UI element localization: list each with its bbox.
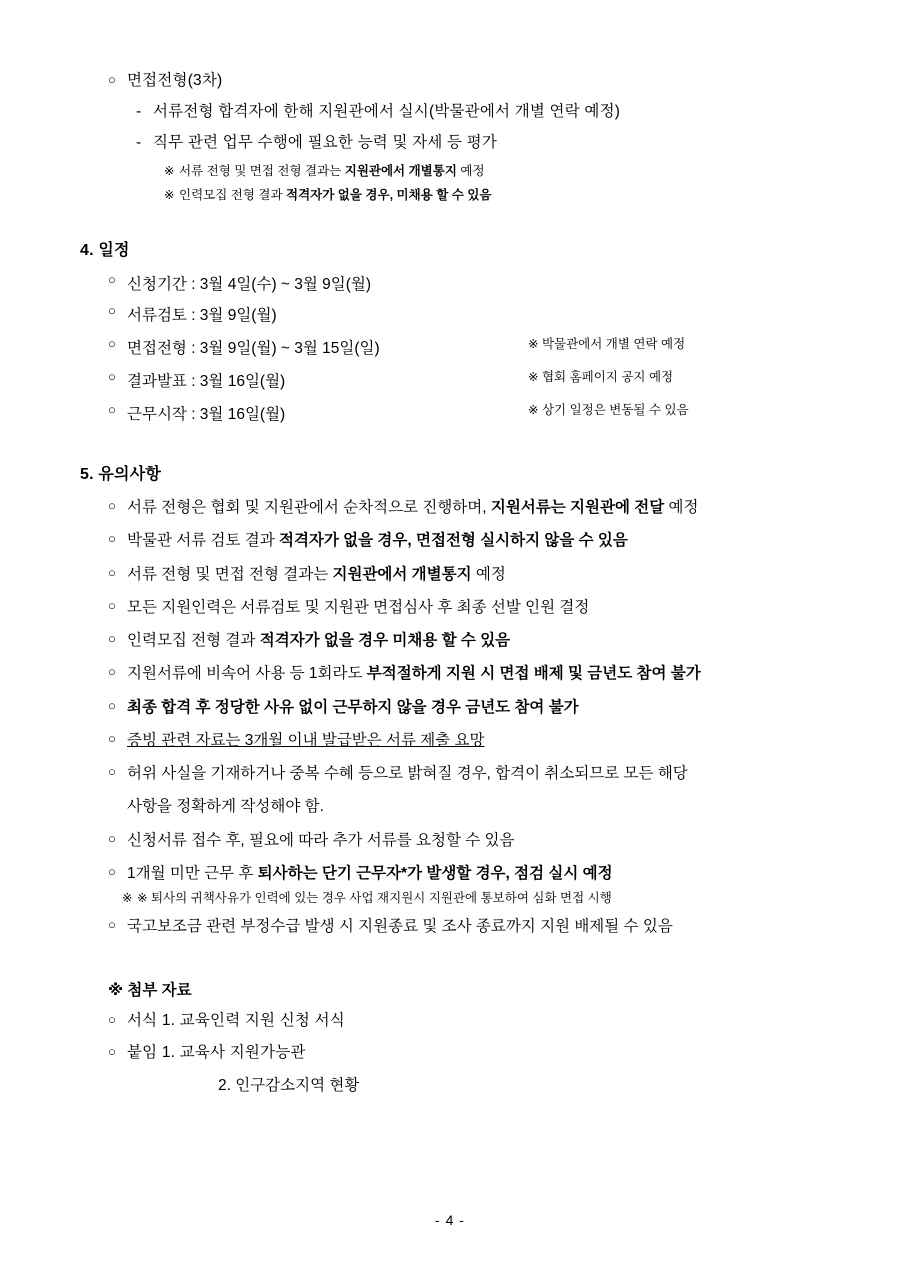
- notice-item: ○ 박물관 서류 검토 결과 적격자가 없을 경우, 면접전형 실시하지 않을 수 있음: [108, 529, 820, 552]
- circle-bullet-icon: ○: [108, 564, 116, 580]
- notices-list: [108, 496, 820, 938]
- schedule-row: ○ 신청기간 : 3월 4일(수) ~ 3월 9일(월): [108, 271, 372, 293]
- circle-bullet-icon: ○: [108, 401, 116, 417]
- notice-item: ○ 신청서류 접수 후, 필요에 따라 추가 서류를 요청할 수 있음: [108, 829, 820, 852]
- schedule-row-note: ※ 협회 홈페이지 공지 예정: [528, 369, 674, 384]
- section-heading-schedule: 4. 일정: [80, 241, 130, 259]
- circle-bullet-icon: ○: [108, 531, 116, 547]
- page-number: - 4 -: [435, 1212, 465, 1228]
- notice-item: ○ 허위 사실을 기재하거나 중복 수혜 등으로 밝혀질 경우, 합격이 취소되므로 모든 해당: [108, 762, 820, 785]
- interview-dash-list: [136, 101, 820, 154]
- schedule-row-note: ※ 박물관에서 개별 연락 예정: [528, 336, 686, 351]
- notice-item-continuation: 사항을 정확하게 작성해야 함.: [127, 798, 324, 816]
- notice-item: ○ 서류 전형 및 면접 전형 결과는 지원관에서 개별통지 예정: [108, 563, 820, 586]
- schedule-row: ○ 면접전형 : 3월 9일(월) ~ 3월 15일(일) ※ 박물관에서 개별 연락 예정: [108, 335, 686, 357]
- circle-bullet-icon: ○: [108, 664, 116, 680]
- attachments-section: [108, 978, 820, 1095]
- section-heading-notices: 5. 유의사항: [80, 465, 162, 483]
- circle-bullet-icon: ○: [108, 830, 116, 846]
- notice-item: ○ 증빙 관련 자료는 3개월 이내 발급받은 서류 제출 요망: [108, 729, 820, 752]
- interview-note-list: [164, 162, 820, 203]
- circle-bullet-icon: ○: [108, 335, 116, 351]
- notice-item: ○ 최종 합격 후 정당한 사유 없이 근무하지 않을 경우 금년도 참여 불가: [108, 696, 820, 719]
- attachment-item: ○ 서식 1. 교육인력 지원 신청 서식: [108, 1012, 345, 1030]
- circle-bullet-icon: ○: [108, 697, 116, 713]
- circle-bullet-icon: ○: [108, 1043, 117, 1059]
- interview-heading: ○ 면접전형(3차): [108, 72, 223, 89]
- attachment-item: ○ 붙임 1. 교육사 지원가능관: [108, 1043, 306, 1061]
- notice-subnote: ※ ※ 퇴사의 귀책사유가 인력에 있는 경우 사업 재지원시 지원관에 통보하여 심화 면접 시행: [122, 889, 820, 907]
- spacer: [80, 209, 820, 239]
- circle-bullet-icon: ○: [108, 631, 116, 647]
- reference-mark-icon: ※: [164, 164, 175, 179]
- interview-dash-item: - 서류전형 합격자에 한해 지원관에서 실시(박물관에서 개별 연락 예정): [136, 101, 820, 123]
- dash-bullet-icon: -: [136, 103, 142, 121]
- notice-item: ○ 1개월 미만 근무 후 퇴사하는 단기 근무자*가 발생할 경우, 점검 실시 예정: [108, 862, 820, 885]
- interview-note: ※ 인력모집 전형 결과 적격자가 없을 경우, 미채용 할 수 있음: [164, 186, 820, 204]
- schedule-list: [108, 272, 820, 424]
- notices-section: [80, 463, 820, 939]
- spacer: [80, 948, 820, 978]
- schedule-row: ○ 결과발표 : 3월 16일(월) ※ 협회 홈페이지 공지 예정: [108, 368, 674, 390]
- circle-bullet-icon: ○: [108, 271, 116, 287]
- interview-section: [108, 70, 820, 204]
- schedule-row: ○ 근무시작 : 3월 16일(월) ※ 상기 일정은 변동될 수 있음: [108, 401, 689, 423]
- circle-bullet-icon: ○: [108, 597, 116, 613]
- notice-item: ○ 서류 전형은 협회 및 지원관에서 순차적으로 진행하며, 지원서류는 지원관에 전달 예정: [108, 496, 820, 519]
- circle-bullet-icon: ○: [108, 764, 116, 780]
- circle-bullet-icon: ○: [108, 302, 116, 318]
- circle-bullet-icon: ○: [108, 917, 116, 933]
- circle-bullet-icon: ○: [108, 368, 116, 384]
- notice-item: ○ 인력모집 전형 결과 적격자가 없을 경우 미채용 할 수 있음: [108, 629, 820, 652]
- circle-bullet-icon: ○: [108, 863, 116, 879]
- circle-bullet-icon: ○: [108, 1012, 117, 1028]
- attachments-heading: ※ 첨부 자료: [108, 982, 192, 1000]
- notice-item: ○ 모든 지원인력은 서류검토 및 지원관 면접심사 후 최종 선발 인원 결정: [108, 596, 820, 619]
- schedule-row: ○ 서류검토 : 3월 9일(월): [108, 302, 277, 324]
- circle-bullet-icon: ○: [108, 72, 117, 87]
- notice-item: ○ 국고보조금 관련 부정수급 발생 시 지원종료 및 조사 종료까지 지원 배제될 수 있음: [108, 915, 820, 938]
- interview-note: ※ 서류 전형 및 면접 전형 결과는 지원관에서 개별통지 예정: [164, 162, 820, 180]
- attachment-sub-item: 2. 인구감소지역 현황: [218, 1077, 360, 1095]
- schedule-section: [80, 239, 820, 424]
- circle-bullet-icon: ○: [108, 498, 116, 514]
- circle-bullet-icon: ○: [108, 730, 116, 746]
- reference-mark-icon: ※: [122, 891, 133, 906]
- interview-dash-item: - 직무 관련 업무 수행에 필요한 능력 및 자세 등 평가: [136, 132, 820, 154]
- schedule-row-note: ※ 상기 일정은 변동될 수 있음: [528, 402, 689, 417]
- spacer: [80, 433, 820, 463]
- notice-item: ○ 지원서류에 비속어 사용 등 1회라도 부적절하게 지원 시 면접 배제 및 금년도 참여 불가: [108, 662, 820, 685]
- dash-bullet-icon: -: [136, 133, 142, 151]
- reference-mark-icon: ※: [164, 187, 175, 202]
